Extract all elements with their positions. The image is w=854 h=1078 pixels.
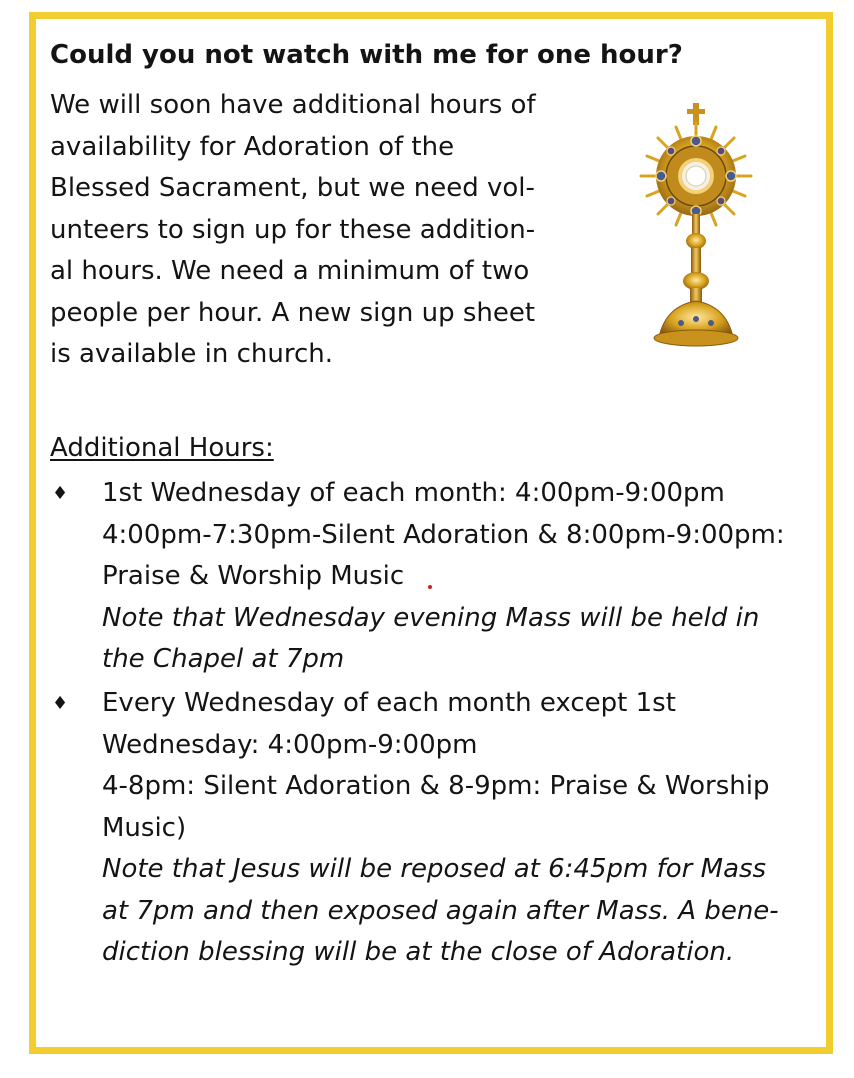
schedule-note-line: at 7pm and then exposed again after Mass. A bene- bbox=[102, 895, 779, 926]
schedule-line: Wednesday: 4:00pm-9:00pm bbox=[102, 729, 478, 760]
additional-hours-heading: Additional Hours: bbox=[50, 433, 274, 463]
intro-paragraph bbox=[50, 85, 536, 376]
red-mark bbox=[428, 585, 432, 589]
flyer-heading: Could you not watch with me for one hour? bbox=[50, 40, 683, 70]
intro-line: Blessed Sacrament, but we need vol- bbox=[50, 173, 535, 203]
intro-line: availability for Adoration of the bbox=[50, 131, 455, 162]
schedule-item-text bbox=[102, 683, 828, 974]
flyer-frame bbox=[29, 12, 833, 1054]
schedule-line: Every Wednesday of each month except 1st bbox=[102, 688, 676, 718]
schedule-line: 4-8pm: Silent Adoration & 8-9pm: Praise & Worship bbox=[102, 771, 770, 801]
intro-line: is available in church. bbox=[50, 339, 334, 369]
diamond-bullet-icon: ♦ bbox=[52, 483, 69, 504]
schedule-line: 4:00pm-7:30pm-Silent Adoration & 8:00pm-9:00pm: bbox=[102, 519, 785, 550]
schedule-line: Music) bbox=[102, 812, 187, 843]
schedule-note-line: Note that Jesus will be reposed at 6:45pm for Mass bbox=[102, 854, 767, 884]
schedule-line: 1st Wednesday of each month: 4:00pm-9:00pm bbox=[102, 478, 725, 508]
schedule-note-line: diction blessing will be at the close of Adoration. bbox=[102, 937, 735, 967]
schedule-note-line: Note that Wednesday evening Mass will be held in bbox=[102, 602, 760, 633]
intro-line: We will soon have additional hours of bbox=[50, 90, 536, 120]
schedule-note-line: the Chapel at 7pm bbox=[102, 644, 345, 674]
intro-line: people per hour. A new sign up sheet bbox=[50, 297, 536, 328]
monstrance-icon bbox=[631, 101, 761, 351]
intro-line: unteers to sign up for these addition- bbox=[50, 214, 536, 245]
schedule-line: Praise & Worship Music bbox=[102, 561, 405, 591]
intro-line: al hours. We need a minimum of two bbox=[50, 256, 530, 286]
diamond-bullet-icon: ♦ bbox=[52, 693, 69, 714]
schedule-item-text bbox=[102, 473, 828, 681]
